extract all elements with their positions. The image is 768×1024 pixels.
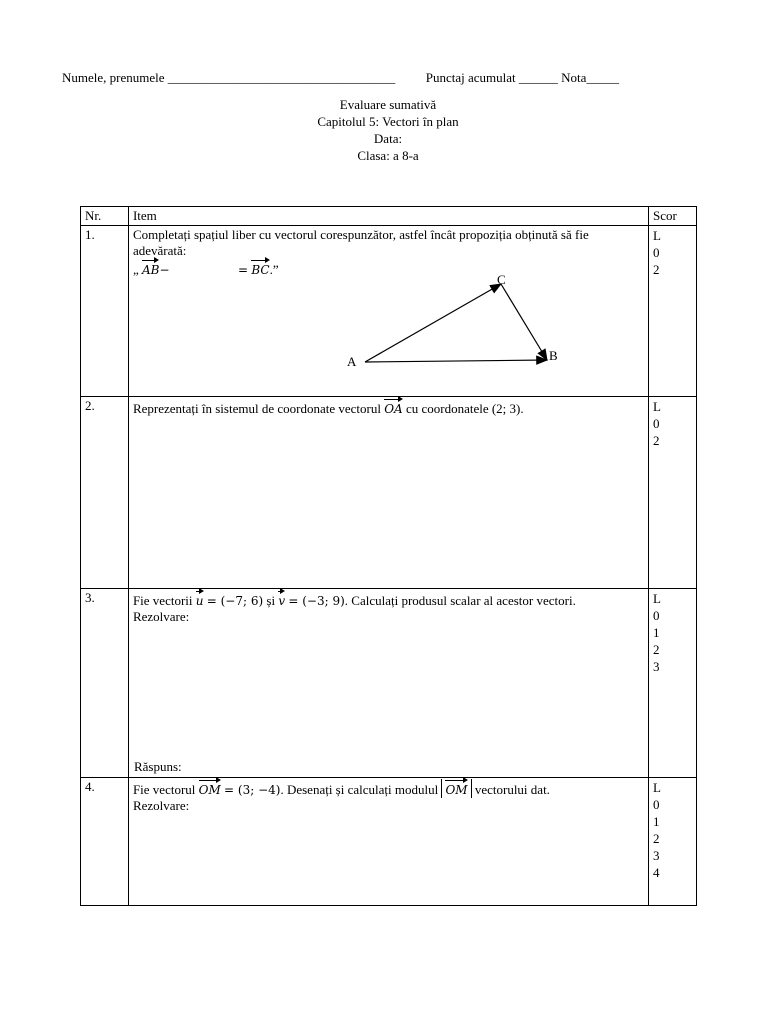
grade-label: Nota: [561, 70, 587, 85]
point-b-label: B: [548, 348, 558, 363]
header-nr: Nr.: [81, 207, 129, 226]
vector-ab: AB: [142, 259, 159, 278]
header-item: Item: [128, 207, 648, 226]
equals-sign: =: [238, 263, 249, 277]
item-number: 2.: [81, 397, 129, 589]
title-chapter: Capitolul 5: Vectori în plan: [317, 114, 459, 129]
vector-om: OM: [199, 779, 221, 798]
item-number: 1.: [81, 226, 129, 397]
answer-label: Răspuns:: [133, 759, 182, 774]
vector-bc: BC: [251, 259, 269, 278]
item-text: Fie vectorii u = (−7; 6) și v = (−3; 9). Calculați produsul scalar al acestor vectori.: [133, 590, 644, 609]
document-titles: [0, 96, 768, 164]
table-row: [81, 226, 697, 397]
items-table: [80, 206, 697, 906]
vector-cb-arrow: [501, 284, 547, 360]
table-header-row: [81, 207, 697, 226]
score-blank[interactable]: ______: [518, 70, 558, 85]
score-label: Punctaj acumulat: [425, 70, 516, 85]
header-score: Scor: [649, 207, 697, 226]
score-options: L 0 2: [649, 397, 697, 589]
minus-sign: −: [159, 263, 170, 277]
table-row: [81, 589, 697, 778]
solution-label: Rezolvare:: [132, 609, 190, 624]
title-evaluation: Evaluare sumativă: [339, 97, 437, 112]
item-number: 3.: [81, 589, 129, 778]
triangle-diagram: [329, 274, 559, 386]
item-text: Fie vectorul OM = (3; −4). Desenați și calculați modulul OM vectorului dat.: [133, 779, 644, 798]
score-options: L 0 2: [649, 226, 697, 397]
title-date: Data:: [373, 131, 403, 146]
score-options: L 0 1 2 3 4: [649, 778, 697, 906]
item-number: 4.: [81, 778, 129, 906]
student-header: [62, 70, 712, 86]
vector-oa: OA: [384, 398, 403, 417]
vector-om-modulus: OM: [445, 779, 467, 798]
point-c-label: C: [496, 274, 506, 287]
table-row: [81, 397, 697, 589]
vector-ac-arrow: [365, 284, 501, 362]
name-blank[interactable]: ___________________________________: [167, 70, 396, 85]
point-a-label: A: [346, 354, 357, 369]
title-class: Clasa: a 8-a: [357, 148, 419, 163]
grade-blank[interactable]: _____: [586, 70, 619, 85]
table-row: [81, 778, 697, 906]
score-options: L 0 1 2 3: [649, 589, 697, 778]
vector-u: u: [196, 590, 204, 609]
item-content: [128, 589, 648, 778]
name-label: Numele, prenumele: [62, 70, 165, 85]
item-content: Reprezentați în sistemul de coordonate vectorul OA cu coordonatele (2; 3).: [128, 397, 648, 589]
vector-ab-arrow: [365, 360, 547, 362]
vector-v: v: [278, 590, 285, 609]
item-content: [128, 226, 648, 397]
vector-equation: „ AB− = BC.”: [133, 259, 644, 278]
item-content: [128, 778, 648, 906]
item-text: Completați spațiul liber cu vectorul corespunzător, astfel încât propoziția obținută să fie adevărată:: [132, 227, 589, 258]
solution-label: Rezolvare:: [132, 798, 190, 813]
